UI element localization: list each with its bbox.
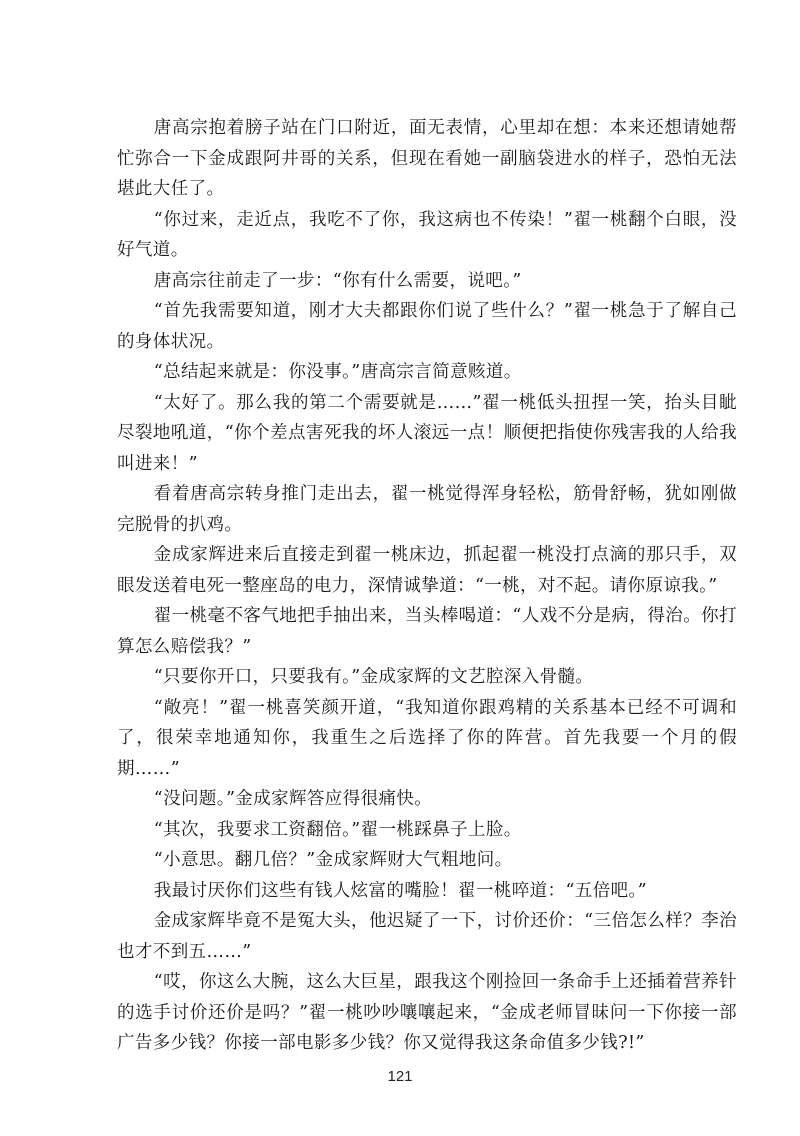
paragraph: 唐高宗抱着膀子站在门口附近，面无表情，心里却在想：本来还想请她帮忙弥合一下金成跟阿井哥的关系，但现在看她一副脑袋进水的样子，恐怕无法堪此大任了。 — [117, 118, 737, 199]
paragraph: “只要你开口，只要我有。”金成家辉的文艺腔深入骨髓。 — [153, 667, 594, 687]
body-text — [117, 113, 737, 1059]
paragraph: “敞亮！”翟一桃喜笑颜开道，“我知道你跟鸡精的关系基本已经不可调和了，很荣幸地通知你，我重生之后选择了你的阵营。首先我要一个月的假期……” — [117, 697, 737, 779]
paragraph: 唐高宗往前走了一步：“你有什么需要，说吧。” — [153, 270, 522, 291]
paragraph: “小意思。翻几倍？”金成家辉财大气粗地问。 — [153, 850, 513, 870]
paragraph: “你过来，走近点，我吃不了你，我这病也不传染！”翟一桃翻个白眼，没好气道。 — [117, 209, 737, 260]
paragraph: “没问题。”金成家辉答应得很痛快。 — [153, 789, 433, 809]
paragraph: 我最讨厌你们这些有钱人炫富的嘴脸！翟一桃啐道：“五倍吧。” — [153, 880, 647, 901]
paragraph: “哎，你这么大腕，这么大巨星，跟我这个刚捡回一条命手上还插着营养针的选手讨价还价是吗？”翟一桃吵吵嚷嚷起来，“金成老师冒昧问一下你接一部广告多少钱？你接一部电影多少钱？你又觉得我这条命值多少钱?!” — [117, 972, 737, 1053]
page-number: 121 — [387, 1068, 413, 1085]
paragraph: 翟一桃毫不客气地把手抽出来，当头棒喝道：“人戏不分是病，得治。你打算怎么赔偿我？” — [117, 606, 737, 657]
paragraph: 看着唐高宗转身推门走出去，翟一桃觉得浑身轻松，筋骨舒畅，犹如刚做完脱骨的扒鸡。 — [117, 484, 737, 535]
paragraph: “总结起来就是：你没事。”唐高宗言简意赅道。 — [153, 362, 522, 382]
paragraph: “首先我需要知道，刚才大夫都跟你们说了些什么？”翟一桃急于了解自己的身体状况。 — [117, 301, 737, 352]
paragraph: “其次，我要求工资翻倍。”翟一桃踩鼻子上脸。 — [153, 819, 522, 840]
paragraph: 金成家辉进来后直接走到翟一桃床边，抓起翟一桃没打点滴的那只手，双眼发送着电死一整座岛的电力，深情诚挚道：“一桃，对不起。请你原谅我。” — [117, 545, 737, 596]
paragraph: 金成家辉毕竟不是冤大头，他迟疑了一下，讨价还价：“三倍怎么样？李治也才不到五……” — [117, 911, 737, 962]
paragraph: “太好了。那么我的第二个需要就是……”翟一桃低头扭捏一笑，抬头目眦尽裂地吼道，“你个差点害死我的坏人滚远一点！顺便把指使你残害我的人给我叫进来！” — [117, 392, 737, 474]
